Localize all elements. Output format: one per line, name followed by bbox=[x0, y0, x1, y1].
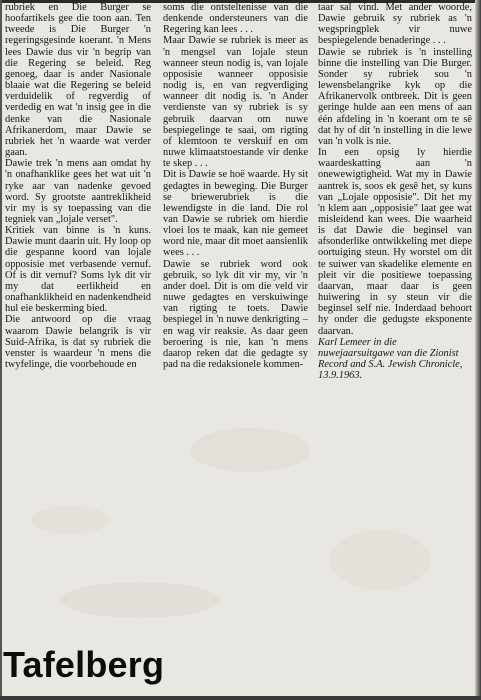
column2-paragraph: Dit is Dawie se hoë waarde. Hy sit gedagtes in beweging. Die Burger se briewerubriek is die lewendigste in die land. Die rol van Dawie se rubriek om hierdie vloei los te maak, kan nie gemeet word nie, maar dit moet aansienlik wees . . . bbox=[163, 169, 308, 259]
cover-right-edge bbox=[475, 0, 481, 700]
column1-paragraph: Kritiek van binne is 'n kuns. Dawie munt daarin uit. Hy loop op die gespanne koord van lojale opposisie met verbasende vernuf. Of is dit vernuf? Soms lyk dit vir my dat eerlikheid en onafhanklikheid en nadenkendheid hul eie beskerming bied. bbox=[5, 225, 151, 315]
column1-paragraph: Die antwoord op die vraag waarom Dawie belangrik is vir Suid-Afrika, is dat sy rubriek die venster is waardeur 'n mens die twyfelinge, die voorbehoude en bbox=[5, 314, 151, 370]
column3-paragraph: Dawie se rubriek is 'n instelling binne die instelling van Die Burger. Sonder sy rubriek sou 'n lewensbelangrike kyk op die Afrikanervolk ontbreek. Dit is geen geringe hulde aan een mens of aan één afdeling in 'n koerant om te sê dat hy of dit 'n instelling in die lewe van 'n volk is nie. bbox=[318, 46, 472, 147]
column2-paragraph: soms die ontsteltenisse van die denkende ondersteuners van die Regering kan lees . . . bbox=[163, 2, 308, 36]
column1-paragraph: rubriek en Die Burger se hoofartikels gee die toon aan. Ten tweede is Die Burger 'n regeringsgesinde koerant. 'n Mens lees Dawie dus vir 'n begrip van die Regering se beleid. Reg genoeg, daar is ander Nasionale blaaie wat die Regering se beleid verduidelik of regverdig of verdedig en wat 'n insig gee in die denke van die Nasionale Afrikanerdom, maar Dawie se rubriek het 'n waarde wat verder gaan. bbox=[5, 2, 151, 159]
column3-paragraph: taar sal vind. Met ander woorde, Dawie gebruik sy rubriek as 'n wegspringplek vir nuwe bespiegelende benaderinge . . . bbox=[318, 2, 472, 47]
publisher-logo: Tafelberg bbox=[3, 644, 165, 685]
column2-paragraph: Maar Dawie se rubriek is meer as 'n mengsel van lojale steun wanneer steun nodig is, van lojale opposisie wanneer opposisie nodig is, en van regverdiging wanneer dit nodig is. 'n Ander verdienste van sy rubriek is sy gebruik daarvan om nuwe bespiegelinge te saai, om rigting of klemtoon te verskuif en om nuwe klimaatstoestande vir denke te skep . . . bbox=[163, 35, 308, 170]
text-column-1 bbox=[5, 2, 151, 370]
quote-attribution: Karl Lemeer in die nuwejaarsuitgawe van die Zionist Record and S.A. Jewish Chronicle, 13.9.1963. bbox=[318, 336, 463, 382]
column2-paragraph: Dawie se rubriek word ook gebruik, so lyk dit vir my, vir 'n ander doel. Dit is om die veld vir nuwe gedagtes en verskuiwinge van rigting te toets. Dawie bespiegel in 'n nuwe denkrigting – en wag vir reaksie. As daar geen beroering is nie, kan 'n mens daarop reken dat die gedagte sy pad na die redaksionele kommen- bbox=[163, 258, 308, 370]
cover-bottom-edge bbox=[0, 696, 481, 700]
column1-paragraph: Dawie trek 'n mens aan omdat hy 'n onafhanklike gees het wat uit 'n ryke aar van nadenke gevoed word. Sy grootste aantreklikheid vir my is sy toepassing van die tegniek van „lojale verset". bbox=[5, 158, 151, 225]
text-column-2 bbox=[163, 2, 308, 370]
column3-paragraph: In een opsig ly hierdie waardeskatting aan 'n onewewigtigheid. Wat my in Dawie aantrek is, soos ek gesê het, sy kuns van „Lojale opposisie". Dit het my 'n klem aan „opposisie" laat gee wat misleidend kan wees. Die waarheid is dat Dawie die beginsel van afsonderlike ontwikkeling met diepe oortuiging steun. Hy worstel om dit te suiwer van skadelike elemente en pleit vir die positiewe toepassing daarvan, maar daar is geen huiwering in sy steun vir die beginsel self nie. Inderdaad behoort hy onder die gedugste eksponente daarvan. bbox=[318, 147, 472, 337]
text-column-3 bbox=[318, 2, 472, 381]
cover-left-edge bbox=[0, 0, 2, 700]
